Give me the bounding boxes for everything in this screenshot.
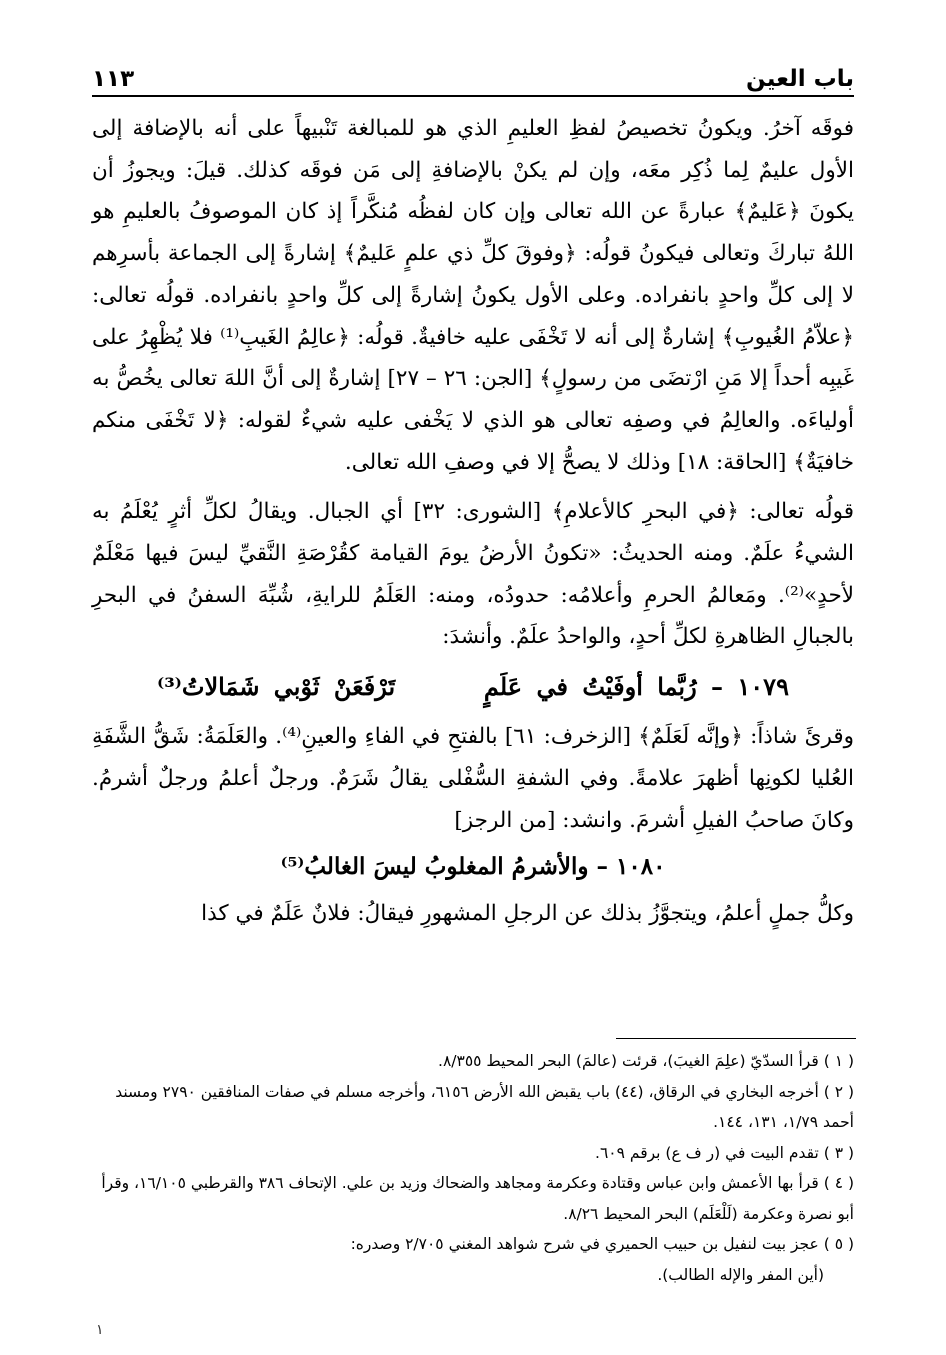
verse-1079	[92, 658, 854, 716]
page-number: ١١٣	[92, 66, 135, 92]
footnote-number: ( ١ )	[823, 1052, 854, 1070]
footnote-number: ( ٥ )	[823, 1235, 854, 1253]
footnote-number: ( ٢ )	[823, 1082, 854, 1101]
footnotes	[92, 1046, 854, 1290]
corner-mark: ١	[96, 1322, 104, 1338]
section-title: باب العين	[746, 66, 854, 92]
paragraph-2: قولُه تعالى: ﴿في البحرِ كالأعلامِ﴾ [الشورى: ٣٢] أي الجبال. ويقالُ لكلِّ أثرٍ يُعْلَمُ به الشيءُ علَمٌ. ومنه الحديثُ: «تكونُ الأرضُ يومَ القيامة كقُرْصَةِ النَّقيِّ ليسَ فيها مَعْلَمٌ لأحدٍ»⁽²⁾. ومَعالمُ الحرمِ وأعلامُه: حدودُه، ومنه: العَلَمُ للرايةِ، شُبِّهَ السفنُ في البحرِ بالجبالِ الظاهرةِ لكلِّ أحدٍ، والواحدُ علَمٌ. وأنشدَ:	[92, 499, 854, 650]
footnote-3	[92, 1138, 854, 1169]
verse-1079-first-hemistich: ١٠٧٩ – رُبَّما أوفَيْتُ في عَلَمٍ	[483, 672, 789, 702]
footnote-1	[92, 1046, 854, 1077]
header-rule	[92, 95, 854, 97]
footnote-number: ( ٤ )	[823, 1174, 854, 1192]
footnote-text: تقدم البيت في (ر ف ع) برقم ٦٠٩.	[595, 1143, 819, 1162]
footnote-2	[92, 1077, 854, 1138]
footnote-number: ( ٣ )	[823, 1143, 854, 1162]
footnote-4	[92, 1168, 854, 1229]
footnote-text: أخرجه البخاري في الرقاق، (٤٤) باب يقبض الله الأرض ٦١٥٦، وأخرجه مسلم في صفات المنافقين ٢٧٩٠ ومسند أحمد ١/٧٩، ١٣١، ١٤٤.	[115, 1082, 854, 1131]
main-text	[92, 108, 854, 935]
verse-1080: ١٠٨٠ – والأشرمُ المغلوبُ ليسَ الغالبُ⁽⁵⁾	[280, 853, 666, 881]
footnote-verse: (أين المفر والإله الطالب).	[657, 1265, 824, 1284]
footnote-5	[92, 1229, 854, 1290]
verse-1079-second-hemistich: تَرْفَعَنْ ثَوْبي شَمَالاتُ⁽³⁾	[157, 672, 396, 702]
running-header	[92, 58, 854, 92]
footnote-text: قرأ بها الأعمش وابن عباس وقتادة وعكرمة ومجاهد والضحاك وزيد بن علي. الإتحاف ٣٨٦ والقرطبي ١٦/١٠٥، وقرأ أبو نصرة وعكرمة (لَلْعَلَم) البحر المحيط ٨/٢٦.	[101, 1174, 854, 1223]
footnote-text: عجز بيت لنفيل بن حبيب الحميري في شرح شواهد المغني ٢/٧٠٥ وصدره:	[350, 1235, 819, 1253]
footnote-rule	[616, 1038, 856, 1039]
paragraph-3: وقرئَ شاذاً: ﴿وإنَّه لَعَلَمٌ﴾ [الزخرف: ٦١] بالفتحِ في الفاءِ والعينِ⁽⁴⁾. والعَلَمَةُ: شَقُّ الشَّفَةِ العُليا لكونِها أظهرَ علامةً. وفي الشفةِ السُّفْلى يقالُ شَرَمٌ. ورجلٌ أعلمُ ورجلٌ أشرمُ. وكانَ صاحبُ الفيلِ أشرمَ. وانشد: [من الرجز]	[92, 724, 854, 833]
footnote-text: قرأ السدّيّ (علِمَ الغيبَ)، قرئت (عالمَ) البحر المحيط ٨/٣٥٥.	[438, 1052, 819, 1070]
paragraph-1: فوقَه آخرُ. ويكونُ تخصيصُ لفظِ العليمِ الذي هو للمبالغة تَنْبيهاً على أنه بالإضافة إلى الأول عليمٌ لِما ذُكِر معَه، وإن لم يكنْ بالإضافةِ إلى مَن فوقَه كذلك. قيلَ: ويجوزُ أن يكونَ ﴿عَليمٌ﴾ عبارةً عن الله تعالى وإن كان لفظُه مُنكَّراً إذ كان الموصوفُ بالعليمِ هو اللهُ تباركَ وتعالى فيكونُ قولُه: ﴿وفوقَ كلِّ ذي علمٍ عَليمٌ﴾ إشارةً إلى الجماعة بأسرِهم لا إلى كلِّ واحدٍ بانفراده. وعلى الأول يكونُ إشارةً إلى كلِّ واحدٍ بانفراده. قولُه تعالى: ﴿علاّمُ الغُيوبِ﴾ إشارةٌ إلى أنه لا تَخْفَى عليه خافيةٌ. قولُه: ﴿عالِمُ الغَيبِ⁽¹⁾ فلا يُظْهِرُ على غَيبِه أحداً إلا مَنِ ارْتضَى من رسولٍ﴾ [الجن: ٢٦ – ٢٧] إشارةٌ إلى أنَّ اللهَ تعالى يخُصُّ به أولياءَه. والعالِمُ في وصفِه تعالى هو الذي لا يَخْفى عليه شيءٌ لقوله: ﴿لا تَخْفَى منكم خافيَةٌ﴾ [الحاقة: ١٨] وذلك لا يصحُّ إلا في وصفِ الله تعالى.	[92, 116, 854, 475]
paragraph-4: وكلُّ جملٍ أعلمُ، ويتجوَّزُ بذلك عن الرجلِ المشهورِ فيقالُ: فلانٌ عَلَمٌ في كذا	[201, 901, 854, 927]
